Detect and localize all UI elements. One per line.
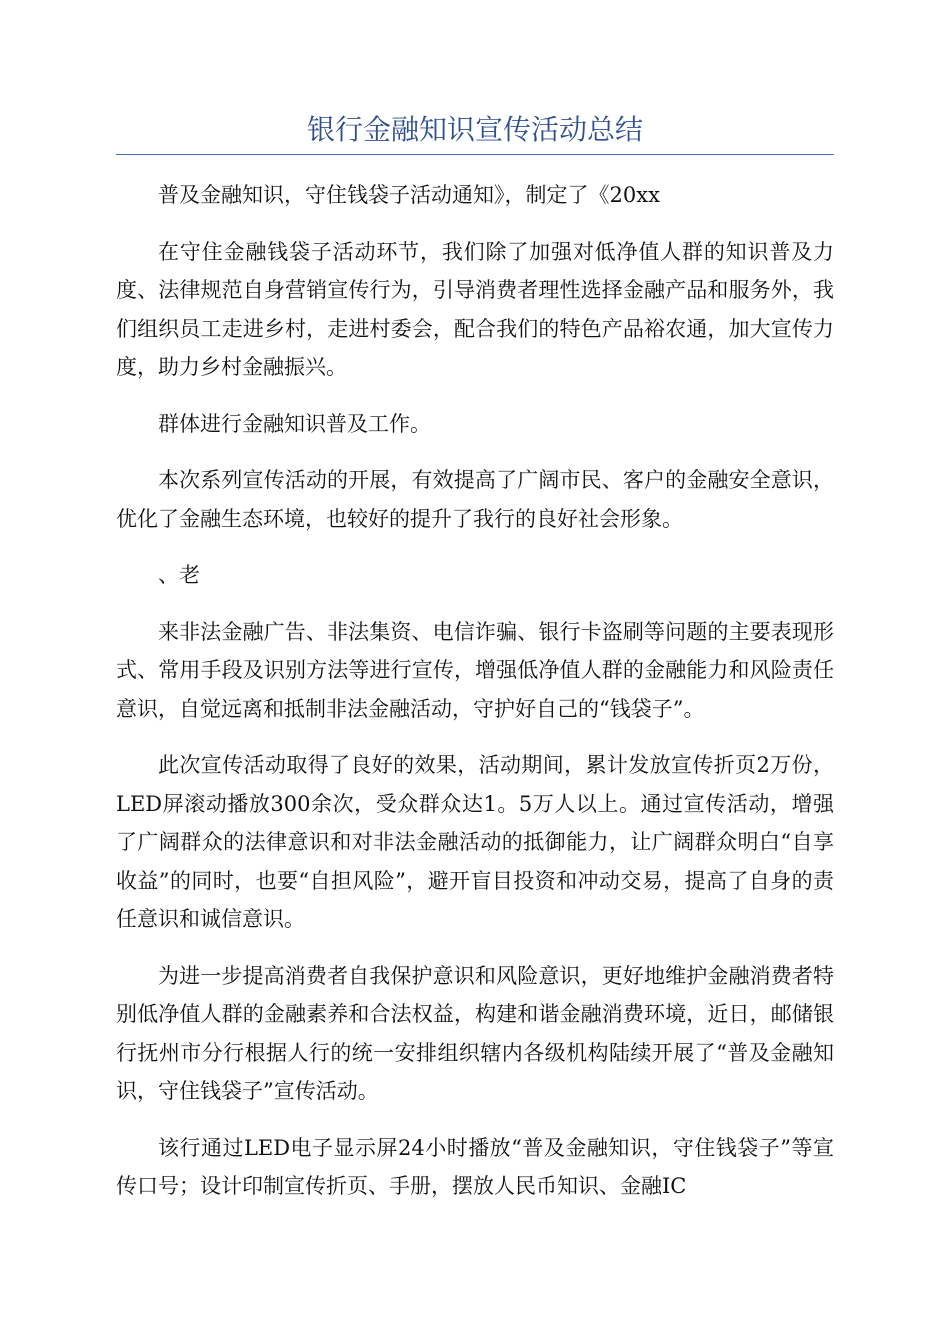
- paragraph: 为进一步提高消费者自我保护意识和风险意识，更好地维护金融消费者特别低净值人群的金融素养和合法权益，构建和谐金融消费环境，近日，邮储银行抚州市分行根据人行的统一安排组织辖内各级机构陆续开展了“普及金融知识，守住钱袋子”宣传活动。: [116, 963, 834, 1103]
- paragraph: 来非法金融广告、非法集资、电信诈骗、银行卡盗刷等问题的主要表现形式、常用手段及识别方法等进行宣传，增强低净值人群的金融能力和风险责任意识，自觉远离和抵制非法金融活动，守护好自己的“钱袋子”。: [116, 619, 834, 721]
- document-body: [116, 176, 834, 1224]
- title-block: [116, 108, 834, 155]
- title-underline: [116, 154, 834, 155]
- page-title: 银行金融知识宣传活动总结: [306, 113, 643, 146]
- paragraph: 群体进行金融知识普及工作。: [158, 411, 431, 436]
- paragraph: 本次系列宣传活动的开展，有效提高了广阔市民、客户的金融安全意识，优化了金融生态环境，也较好的提升了我行的良好社会形象。: [116, 468, 834, 531]
- paragraph: 该行通过LED电子显示屏24小时播放“普及金融知识，守住钱袋子”等宣传口号；设计印制宣传折页、手册，摆放人民币知识、金融IC: [116, 1135, 834, 1198]
- paragraph: 此次宣传活动取得了良好的效果，活动期间，累计发放宣传折页2万份，LED屏滚动播放300余次，受众群众达1。5万人以上。通过宣传活动，增强了广阔群众的法律意识和对非法金融活动的抵御能力，让广阔群众明白“自享收益”的同时，也要“自担风险”，避开盲目投资和冲动交易，提高了自身的责任意识和诚信意识。: [116, 753, 834, 931]
- paragraph: 普及金融知识，守住钱袋子活动通知》，制定了《20xx: [158, 183, 660, 207]
- paragraph: 在守住金融钱袋子活动环节，我们除了加强对低净值人群的知识普及力度、法律规范自身营销宣传行为，引导消费者理性选择金融产品和服务外，我们组织员工走进乡村，走进村委会，配合我们的特色产品裕农通，加大宣传力度，助力乡村金融振兴。: [116, 239, 834, 379]
- paragraph: 、老: [158, 563, 200, 587]
